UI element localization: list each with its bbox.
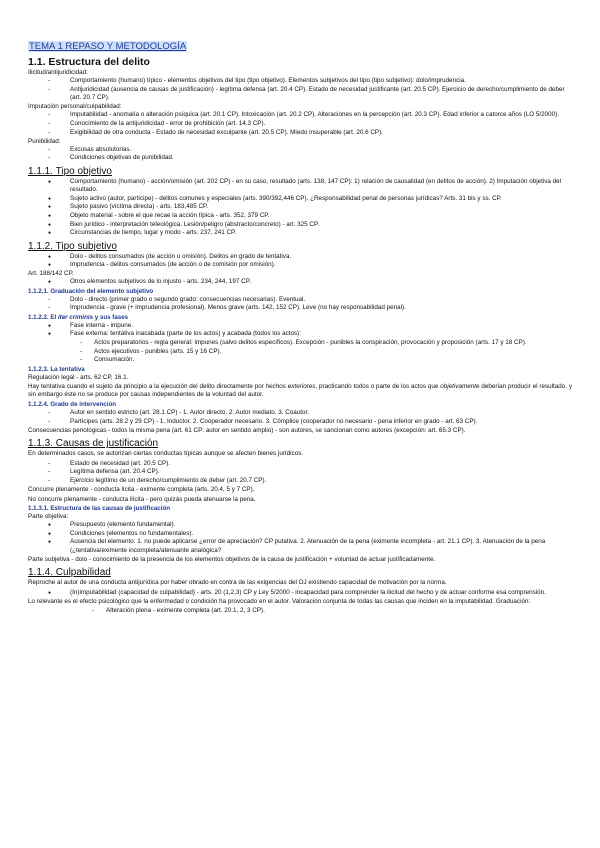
parte-objetiva-label: Parte objetiva: (28, 512, 69, 520)
section-heading-1-1: 1.1. Estructura del delito (28, 56, 150, 68)
punibilidad-label: Punibilidad: (28, 137, 61, 145)
imputacion-label: Imputación personal/culpabilidad: (28, 103, 122, 111)
list-item: ● Condiciones (elementos no fundamentales). (48, 530, 572, 538)
list-item: ● (In)imputabilidad (capacidad de culpabilidad) - arts. 20 (1,2,3) CP y Ley 5/2000 - incapacidad para comprender la ilicitud del hecho y de actuar conforme esa comprensión. (48, 589, 572, 597)
tentativa-paragraph (28, 383, 572, 400)
list-item: ● Comportamiento (humano) - acción/omisión (art. 202 CP) - en su caso, resultado (arts. 138, 147 CP): 1) relación de causalidad (en delitos de acción). 2) Imputación objetiva del resultado. (48, 178, 572, 194)
grado-list (28, 409, 572, 426)
list-item: - Conocimiento de la antijuridicidad - error de prohibición (art. 14.3 CP). (48, 120, 572, 128)
causas-intro: En determinados casos, se autorizan ciertas conductas típicas aunque se afecten bienes jurídicos. (28, 450, 304, 458)
art-line: Art. 188/142 CP. (28, 270, 74, 278)
list-item: - Autor en sentido estricto (art. 28.1 CP) - 1. Autor directo. 2. Autor mediato. 3. Coautor. (48, 409, 572, 417)
subsection-heading-1-1-2-3: 1.1.2.3. La tentativa (28, 365, 85, 373)
list-item: - Actos preparatorios - regla general: impunes (salvo delitos específicos). Excepción - punibles la conspiración, provocación y proposición (arts. 17 y 18 CP). (80, 339, 572, 347)
section-heading-1-1-4: 1.1.4. Culpabilidad (28, 567, 111, 579)
tentativa-regulation: Regulación legal - arts. 62 CP, 16.1. (28, 373, 129, 381)
relevante-paragraph: Lo relevante es el efecto psicológico que la enfermedad o condición ha provocado en el autor. Valoración conjunta de todas las causas que inciden en la imputabilidad. Graduación: (28, 597, 531, 605)
concurre-line: Concurre plenamente - conducta lícita - eximente completa (arts. 20.4, 5 y 7 CP). (28, 486, 255, 494)
text-run-italic: hechos exteriores (265, 382, 316, 390)
parte-subjetiva-line: Parte subjetiva - dolo - conocimiento de la presencia de los elementos objetivos de la causa de justificación + voluntad de actuar justificadamente. (28, 555, 436, 563)
parte-objetiva-list (28, 521, 572, 555)
list-item: ● Presupuesto (elemento fundamental). (48, 521, 572, 529)
tipo-objetivo-list (28, 178, 572, 238)
list-item: - Imprudencia - grave (+ imprudencia profesional). Menos grave (arts. 142, 152 CP). Leve (no hay responsabilidad penal). (48, 304, 572, 312)
culpabilidad-intro: Reproche al autor de una conducta antijurídica por haber obrado en contra de las exigencias del OJ existiendo capacidad de motivación por la norma. (28, 579, 447, 587)
heading-italic: iter criminis (57, 313, 94, 321)
list-item: - Legítima defensa (art. 20.4 CP). (48, 468, 572, 476)
list-item: - Imputabilidad - anomalía o alteración psíquica (art. 20.1 CP). Intoxicación (art. 20.2 CP). Alteraciones en la percepción (art. 20.3 CP). Edad inferior a catorce años (LO 5/2000). (48, 111, 572, 119)
list-item: - Consumación. (80, 356, 572, 364)
causas-list (28, 460, 572, 486)
list-item: - Condiciones objetivas de punibilidad. (48, 154, 572, 162)
graduacion-list (28, 296, 572, 313)
section-heading-1-1-3: 1.1.3. Causas de justificación (28, 438, 159, 450)
list-item: ● Fase interna - impune. (48, 322, 572, 330)
list-item: - Actos ejecutivos - punibles (arts. 15 y 16 CP). (80, 348, 572, 356)
subsection-heading-1-1-3-1: 1.1.3.1. Estructura de las causas de justificación (28, 504, 171, 512)
list-item: ● Ausencia del elemento: 1. no puede aplicarse ¿error de apreciación? CP putativa. 2. Atenuación de la pena (eximente incompleta - art. 21.1 CP). 3. Atenuación de la pena (¿tentativa/eximente incompleta/atenuante analógica? (48, 538, 572, 554)
list-item: ● Sujeto pasivo (víctima directa) - arts. 183,485 CP. (48, 203, 572, 211)
tipo-subjetivo-list (28, 253, 572, 270)
text-run: Hay tentativa cuando el sujeto da principio a la ejecución del delito directamente por (28, 382, 266, 390)
subsection-heading-1-1-2-1: 1.1.2.1. Graduación del elemento subjetivo (28, 287, 154, 295)
heading-prefix: 1.1.2.2. El (28, 313, 58, 321)
heading-suffix: y sus fases (93, 313, 129, 321)
section-heading-1-1-2: 1.1.2. Tipo subjetivo (28, 240, 117, 252)
imputacion-list (28, 111, 572, 137)
list-item: - Estado de necesidad (art. 20.5 CP). (48, 460, 572, 468)
punibilidad-list (28, 146, 572, 163)
list-item: - Ejercicio legítimo de un derecho/cumplimiento de deber (art. 20.7 CP). (48, 477, 572, 485)
otros-elementos-list (28, 278, 572, 286)
list-item: ● Sujeto activo (autor, partícipe) - delitos comunes y especiales (arts. 390/392,446 CP). ¿Responsabilidad penal de personas jurídicas? Arts. 31 bis y ss. CP. (48, 195, 572, 203)
list-item: - Alteración plena - eximente completa (art. 20.1, 2, 3 CP). (92, 607, 572, 615)
ilicitud-label: Ilicitud/antijuridicidad: (28, 69, 88, 76)
list-item: - Comportamiento (humano) típico - elementos objetivos del tipo (tipo objetivo). Elementos subjetivos del tipo (tipo subjetivo): dolo/imprudencia. (48, 77, 572, 85)
text-run: , practicando todos o parte de los actos que (315, 382, 441, 390)
list-item: - Dolo - directo (primer grado o segundo grado: consecuencias necesarias). Eventual. (48, 296, 572, 304)
list-item: ● Bien jurídico - interpretación teleológica. Lesión/peligro (abstracto/concreto) - art. 325 CP. (48, 221, 572, 229)
list-item: ● Otros elementos subjetivos de lo injusto - arts. 234, 244, 197 CP. (48, 278, 572, 286)
list-item: ● Fase externa: tentativa inacabada (parte de los actos) y acabada (todos los actos): (48, 330, 572, 338)
subsection-heading-1-1-2-2 (28, 314, 572, 321)
list-item: - Partícipes (arts. 28.2 y 29 CP) - 1. Inductor. 2. Cooperador necesario. 3. Cómplice (cooperador no necesario - pena inferior en grado - art. 63 CP). (48, 418, 572, 426)
list-item: - Antijuridicidad (ausencia de causas de justificación) - legítima defensa (art. 20.4 CP). Estado de necesidad justificante (art. 20.5 CP). Ejercicio de derecho/cumplimiento de deber (art. 20.7 CP). (48, 86, 572, 102)
list-item: - Excusas absolutorias. (48, 146, 572, 154)
no-concurre-line: No concurre plenamente - conducta ilícita - pero quizás pueda atenuarse la pena. (28, 495, 256, 503)
list-item: ● Objeto material - sobre el que recae la acción típica - arts. 352, 379 CP. (48, 212, 572, 220)
text-run-italic: objetivamente (440, 382, 480, 390)
graduacion-sublist (28, 607, 572, 615)
list-item: ● Dolo - delitos consumados (de acción u omisión). Delitos en grado de tentativa. (48, 253, 572, 261)
text-run: deberían producir el resultado, y sin embargo éste no se produce por causas independientes de la voluntad del autor. (28, 382, 573, 399)
section-heading-1-1-1: 1.1.1. Tipo objetivo (28, 165, 112, 177)
fases-list (28, 322, 572, 339)
document-title: TEMA 1 REPASO Y METODOLOGÍA (29, 41, 187, 52)
subsection-heading-1-1-2-4: 1.1.2.4. Grado de intervención (28, 400, 117, 408)
list-item: ● Circunstancias de tiempo, lugar y modo - arts. 237, 241 CP. (48, 229, 572, 237)
ilicitud-list (28, 77, 572, 102)
culpabilidad-list (28, 589, 572, 597)
list-item: - Exigibilidad de otra conducta - Estado de necesidad exculpante (art. 20.5 CP). Miedo insuperable (art. 20.6 CP). (48, 129, 572, 137)
consecuencias-paragraph: Consecuencias penológicas - todos la misma pena (art. 61 CP: autor en sentido amplio) - son autores, se sancionan como autores (excepción: art. 65.3 CP). (28, 426, 466, 434)
fase-externa-sublist (28, 339, 572, 365)
list-item: ● Imprudencia - delitos consumados (de acción o de comisión por omisión). (48, 261, 572, 269)
